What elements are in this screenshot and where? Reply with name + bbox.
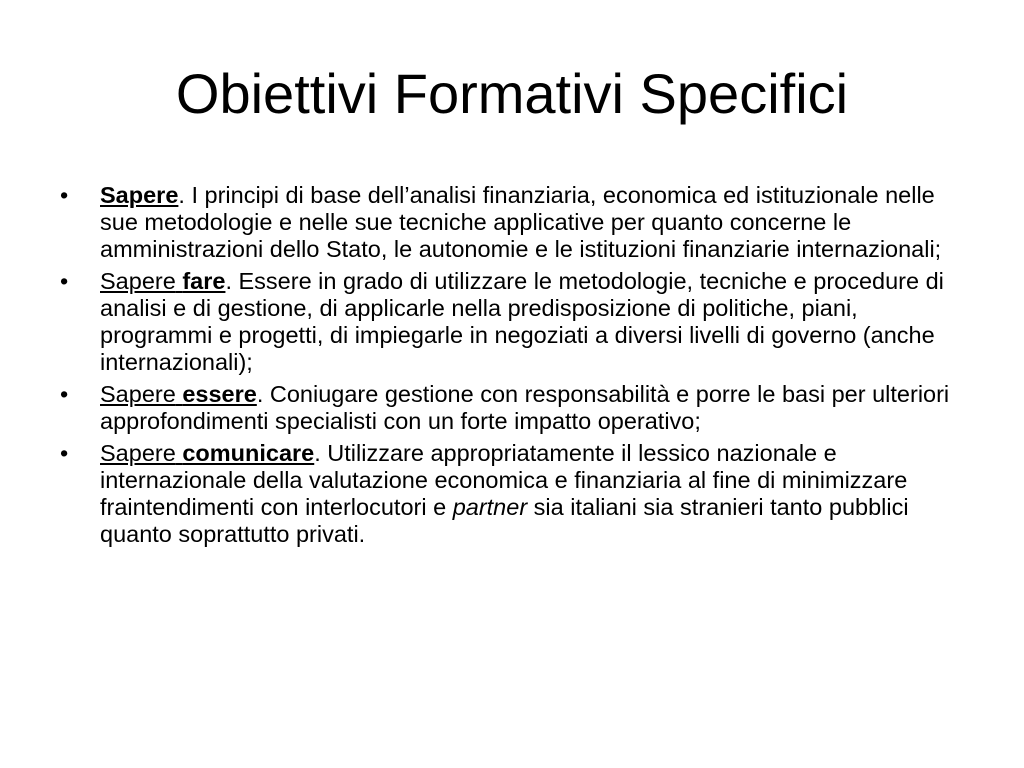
bullet-lead: Sapere fare [100,268,226,294]
bullet-item-sapere-comunicare [60,440,970,548]
bullet-icon: • [60,440,69,466]
bullet-lead: Sapere [100,182,179,208]
slide-title: Obiettivi Formativi Specifici [175,62,849,125]
bullet-text-end: sia italiani sia stranieri tanto pubblici quanto soprattutto privati. [100,494,909,547]
bullet-icon: • [60,182,69,208]
bullet-item-sapere [60,182,970,263]
bullet-list [60,182,970,553]
bullet-item-sapere-fare [60,268,970,376]
bullet-text: . Utilizzare appropriatamente il lessico nazionale e internazionale della valutazione economica e finanziaria al fine di minimizzare fraintendimenti con interlocutori e [100,440,908,520]
bullet-item-sapere-essere [60,381,970,435]
bullet-icon: • [60,268,69,294]
bullet-italic-word: partner [452,494,528,520]
bullet-lead: Sapere essere [100,381,257,407]
bullet-term: comunicare [182,440,315,466]
bullet-text: . Coniugare gestione con responsabilità e porre le basi per ulteriori approfondimenti specialisti con un forte impatto operativo; [100,381,950,434]
bullet-term: essere [182,381,257,407]
bullet-icon: • [60,381,69,407]
bullet-text: . Essere in grado di utilizzare le metodologie, tecniche e procedure di analisi e di gestione, di applicarle nella predisposizione di politiche, piani, programmi e progetti, di impiegarle in negoziati a diversi livelli di governo (anche internazionali); [100,268,944,375]
bullet-term: fare [182,268,226,294]
bullet-text: . I principi di base dell’analisi finanziaria, economica ed istituzionale nelle sue metodologie e nelle sue tecniche applicative per quanto concerne le amministrazioni dello Stato, le autonomie e le istituzioni finanziarie internazionali; [100,182,942,262]
bullet-lead: Sapere comunicare [100,440,315,466]
